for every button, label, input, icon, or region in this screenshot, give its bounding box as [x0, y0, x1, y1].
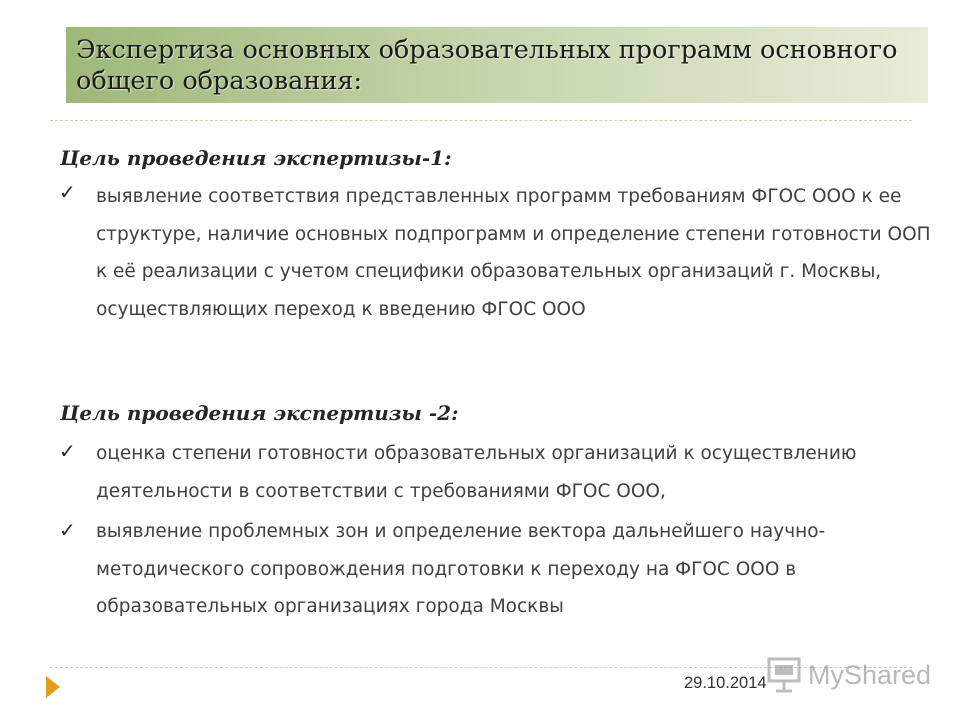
check-icon: ✓ [59, 439, 76, 463]
section2-heading: Цель проведения экспертизы -2: [60, 401, 459, 425]
top-divider [50, 120, 912, 121]
title-banner [66, 27, 928, 103]
bullet-text: выявление проблемных зон и определение вектора дальнейшего научно-методического сопровождения подготовки к переходу на ФГОС ООО в образовательных организациях города Москвы [96, 521, 826, 617]
check-icon: ✓ [59, 518, 76, 542]
bullet-text: оценка степени готовности образовательных организаций к осуществлению деятельности в соответствии с требованиями ФГОС ООО, [96, 443, 857, 502]
bullet-text: выявление соответствия представленных программ требованиям ФГОС ООО к ее структуре, наличие основных подпрограмм и определение степени готовности ООП к её реализации с учетом специфики образовательных организаций г. Москвы, осуществляющих переход к введению ФГОС ООО [96, 186, 931, 320]
presentation-icon [766, 656, 804, 694]
section1-heading: Цель проведения экспертизы-1: [60, 146, 452, 170]
slide-title: Экспертиза основных образовательных программ основного общего образования: [76, 35, 898, 96]
watermark [766, 656, 932, 696]
slide-date: 29.10.2014 [684, 674, 767, 692]
check-icon: ✓ [59, 180, 76, 204]
watermark-text: MyShared [808, 660, 932, 690]
arrow-icon [46, 676, 60, 698]
